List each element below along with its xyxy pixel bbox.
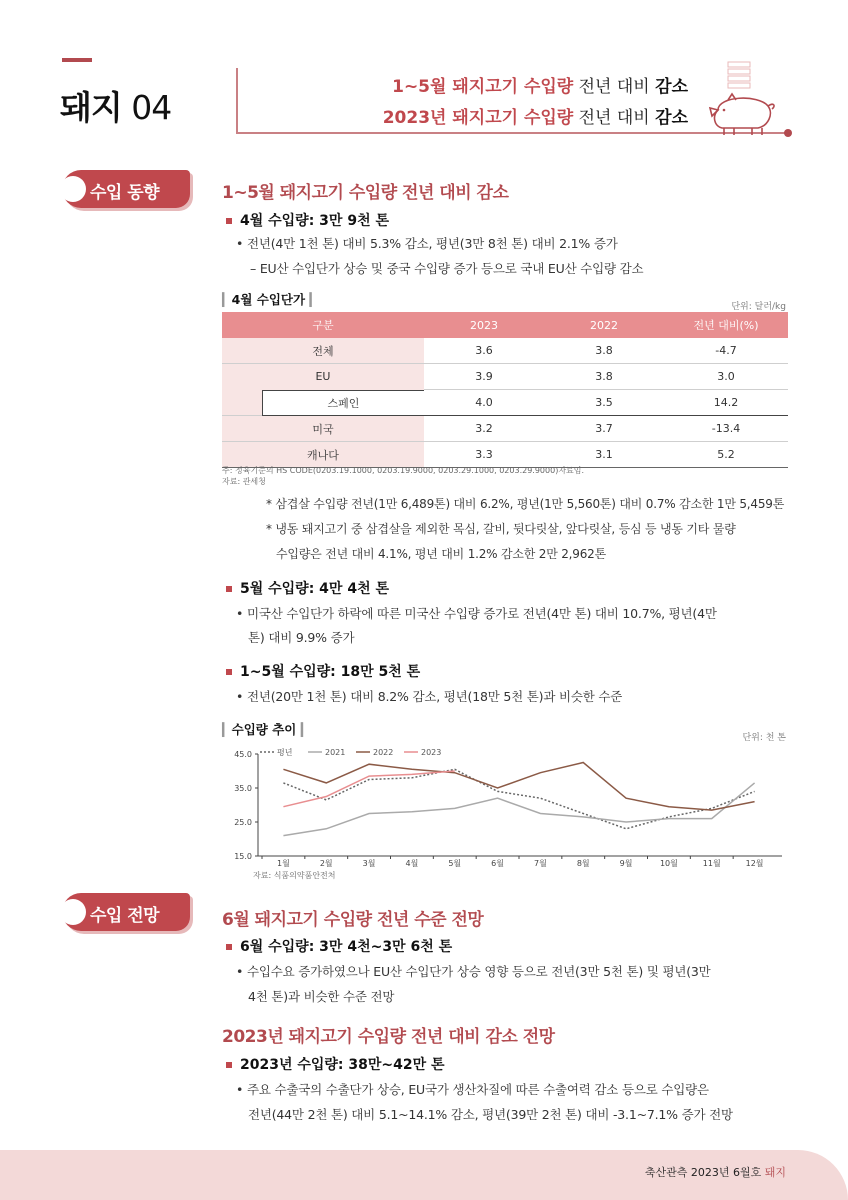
table-cell: -4.7: [664, 338, 788, 364]
table-row: [222, 338, 788, 364]
may-import-heading: 5월 수입량: 4만 4천 톤: [226, 578, 389, 598]
x-tick-label: 3월: [362, 859, 376, 868]
year-import-heading: 2023년 수입량: 38만~42만 톤: [226, 1054, 445, 1074]
june-import-heading: 6월 수입량: 3만 4천~3만 6천 톤: [226, 936, 452, 956]
header-divider-vertical: [236, 68, 238, 134]
table-cell: 3.3: [424, 442, 544, 468]
y-tick-label: 25.0: [234, 818, 252, 827]
table-cell: 4.0: [424, 390, 544, 416]
table-row: [222, 364, 788, 390]
section1-heading: 1~5월 돼지고기 수입량 전년 대비 감소: [222, 183, 509, 203]
y-tick-label: 35.0: [234, 784, 252, 793]
x-tick-label: 4월: [405, 859, 419, 868]
table-cell: -13.4: [664, 416, 788, 442]
table-cell: 14.2: [664, 390, 788, 416]
april-bullet-1: • 전년(4만 1천 톤) 대비 5.3% 감소, 평년(3만 8천 톤) 대비 2.1% 증가: [236, 236, 618, 251]
page-title-number: 04: [131, 88, 172, 127]
series-line-평년: [283, 769, 754, 829]
note-frozen-2: 수입량은 전년 대비 4.1%, 평년 대비 1.2% 감소한 2만 2,962톤: [276, 547, 606, 561]
year-bullet-1b: 전년(44만 2천 톤) 대비 5.1~14.1% 감소, 평년(39만 2천 톤) 대비 -3.1~7.1% 증가 전망: [248, 1107, 733, 1122]
table-row: [222, 416, 788, 442]
table-unit: 단위: 달러/kg: [731, 302, 786, 312]
series-line-2023: [283, 771, 454, 807]
x-tick-label: 6월: [491, 859, 504, 868]
table-cell: 3.6: [424, 338, 544, 364]
table-cell: 3.5: [544, 390, 664, 416]
pig-illustration-icon: [702, 60, 782, 136]
table-cell: 미국: [222, 416, 424, 442]
legend-label: 2022: [373, 748, 394, 757]
section-badge-import-trend: 수입 동향: [62, 170, 190, 208]
header-subtitle-2: 2023년 돼지고기 수입량 전년 대비 감소: [382, 108, 688, 128]
table-note: 주: 정육기준의 HS CODE(0203.19.1000, 0203.19.9000, 0203.29.1000, 0203.29.9000)자료임.: [222, 466, 585, 475]
may-bullet-1b: 톤) 대비 9.9% 증가: [248, 630, 355, 645]
footer-text: 축산관측 2023년 6월호 돼지: [644, 1166, 786, 1179]
y-tick-label: 45.0: [234, 750, 252, 759]
y-tick-label: 15.0: [234, 852, 252, 861]
june-bullet-1a: • 수입수요 증가하였으나 EU산 수입단가 상승 영향 등으로 전년(3만 5천 톤) 및 평년(3만: [236, 964, 711, 979]
table-header-cell: 전년 대비(%): [664, 312, 788, 338]
table-header-cell: 2023: [424, 312, 544, 338]
table-row: [222, 390, 788, 416]
series-line-2021: [283, 783, 754, 836]
page-title: [60, 82, 171, 129]
table-cell: 3.7: [544, 416, 664, 442]
section2-heading-1: 6월 돼지고기 수입량 전년 수준 전망: [222, 910, 484, 930]
table-cell: 캐나다: [222, 442, 424, 468]
table-cell: 3.8: [544, 364, 664, 390]
header-divider-dot: [784, 129, 792, 137]
import-volume-line-chart: [222, 744, 788, 868]
x-tick-label: 7월: [534, 859, 547, 868]
jan-may-import-heading: 1~5월 수입량: 18만 5천 톤: [226, 661, 420, 681]
table-cell: 전체: [222, 338, 424, 364]
table-header-cell: 구분: [222, 312, 424, 338]
table-header-row: [222, 312, 788, 338]
section-badge-import-outlook: 수입 전망: [62, 893, 190, 931]
x-tick-label: 2월: [319, 859, 333, 868]
chart-source: 자료: 식품의약품안전처: [253, 871, 336, 880]
may-bullet-1a: • 미국산 수입단가 하락에 따른 미국산 수입량 증가로 전년(4만 톤) 대비 10.7%, 평년(4만: [236, 606, 717, 621]
april-bullet-2: – EU산 수입단가 상승 및 중국 수입량 증가 등으로 국내 EU산 수입량 감소: [250, 261, 644, 276]
table-cell: 3.1: [544, 442, 664, 468]
jan-may-bullet-1: • 전년(20만 1천 톤) 대비 8.2% 감소, 평년(18만 5천 톤)과 비슷한 수준: [236, 689, 623, 704]
table-cell: 5.2: [664, 442, 788, 468]
table-header-cell: 2022: [544, 312, 664, 338]
note-frozen-1: * 냉동 돼지고기 중 삼겹살을 제외한 목심, 갈비, 뒷다릿살, 앞다릿살, 등심 등 냉동 기타 물량: [266, 522, 736, 536]
x-tick-label: 10월: [659, 859, 678, 868]
chart-unit: 단위: 천 톤: [742, 733, 786, 743]
year-bullet-1a: • 주요 수출국의 수출단가 상승, EU국가 생산차질에 따른 수출여력 감소 등으로 수입량은: [236, 1082, 709, 1097]
chart-title: ▎수입량 추이 ▎: [222, 722, 311, 737]
table-cell: 3.9: [424, 364, 544, 390]
table-cell: 3.2: [424, 416, 544, 442]
x-tick-label: 9월: [619, 859, 633, 868]
legend-label: 2023: [421, 748, 442, 757]
april-import-heading: 4월 수입량: 3만 9천 톤: [226, 210, 389, 230]
table-cell: 스페인: [262, 390, 424, 417]
x-tick-label: 5월: [448, 859, 462, 868]
table-cell: 3.0: [664, 364, 788, 390]
x-tick-label: 8월: [576, 859, 590, 868]
x-tick-label: 1월: [277, 859, 290, 868]
note-pork-belly: * 삼겹살 수입량 전년(1만 6,489톤) 대비 6.2%, 평년(1만 5,560톤) 대비 0.7% 감소한 1만 5,459톤: [266, 497, 785, 511]
table-cell: EU: [222, 364, 424, 390]
legend-label: 2021: [325, 748, 346, 757]
section2-heading-2: 2023년 돼지고기 수입량 전년 대비 감소 전망: [222, 1027, 555, 1047]
header-accent-bar: [62, 58, 92, 62]
table-source: 자료: 관세청: [222, 477, 266, 486]
table-title: ▎4월 수입단가 ▎: [222, 292, 320, 307]
page-title-bold: 돼지: [60, 88, 122, 127]
import-price-table: [222, 312, 788, 468]
header-subtitle-1: 1~5월 돼지고기 수입량 전년 대비 감소: [392, 77, 688, 97]
x-tick-label: 12월: [745, 859, 764, 868]
x-tick-label: 11월: [702, 859, 721, 868]
table-cell: 3.8: [544, 338, 664, 364]
table-row: [222, 442, 788, 468]
june-bullet-1b: 4천 톤)과 비슷한 수준 전망: [248, 989, 395, 1004]
legend-label: 평년: [277, 748, 293, 757]
